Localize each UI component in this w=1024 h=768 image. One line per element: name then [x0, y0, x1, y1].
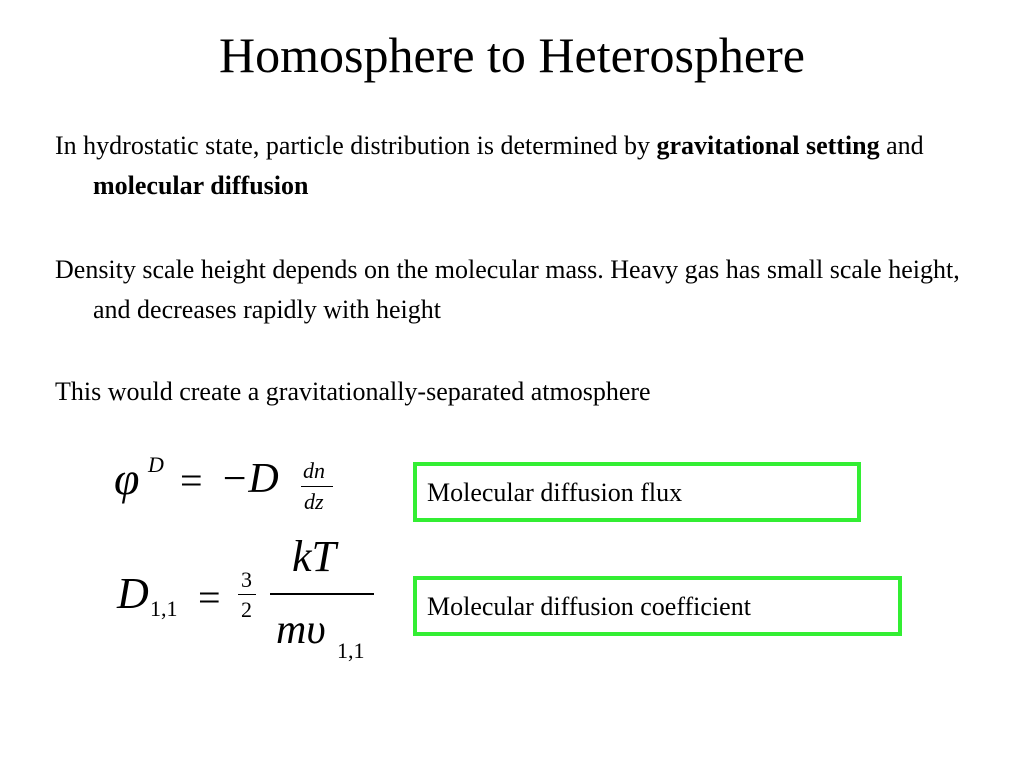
minus-d: −D: [220, 456, 279, 502]
equals-sign: =: [180, 458, 203, 503]
paragraph-and: and: [879, 131, 924, 160]
d-subscript: 1,1: [150, 596, 178, 621]
paragraph-lead: In hydrostatic state, particle distribution is determined by: [55, 131, 657, 160]
numerator-kt: kT: [292, 532, 336, 581]
main-fraction-bar: [270, 593, 374, 595]
slide-title: Homosphere to Heterosphere: [219, 27, 805, 83]
coefficient-label-box: Molecular diffusion coefficient: [413, 576, 902, 636]
fraction-denominator-dz: dz: [304, 489, 324, 514]
denominator-subscript: 1,1: [337, 638, 365, 663]
fraction-numerator-dn: dn: [303, 458, 325, 483]
paragraph-diffusion: [55, 126, 993, 206]
phi-superscript: D: [148, 452, 164, 477]
paragraph-scale-height: Density scale height depends on the molecular mass. Heavy gas has small scale height, and decreases rapidly with height: [55, 255, 960, 324]
equals-sign: =: [198, 575, 221, 620]
phi-symbol: φ: [114, 453, 140, 504]
term-gravitational-setting: gravitational setting: [656, 131, 880, 160]
term-molecular-diffusion: molecular diffusion: [93, 171, 309, 200]
fraction-three: 3: [241, 567, 252, 592]
denominator-m-upsilon: mυ: [276, 607, 326, 653]
paragraph-separated-atmosphere: This would create a gravitationally-separated atmosphere: [55, 377, 651, 406]
d-symbol: D: [117, 569, 149, 618]
small-fraction-bar: [238, 594, 256, 595]
fraction-two: 2: [241, 597, 252, 622]
flux-label-box: Molecular diffusion flux: [413, 462, 861, 522]
fraction-bar: [301, 486, 333, 487]
